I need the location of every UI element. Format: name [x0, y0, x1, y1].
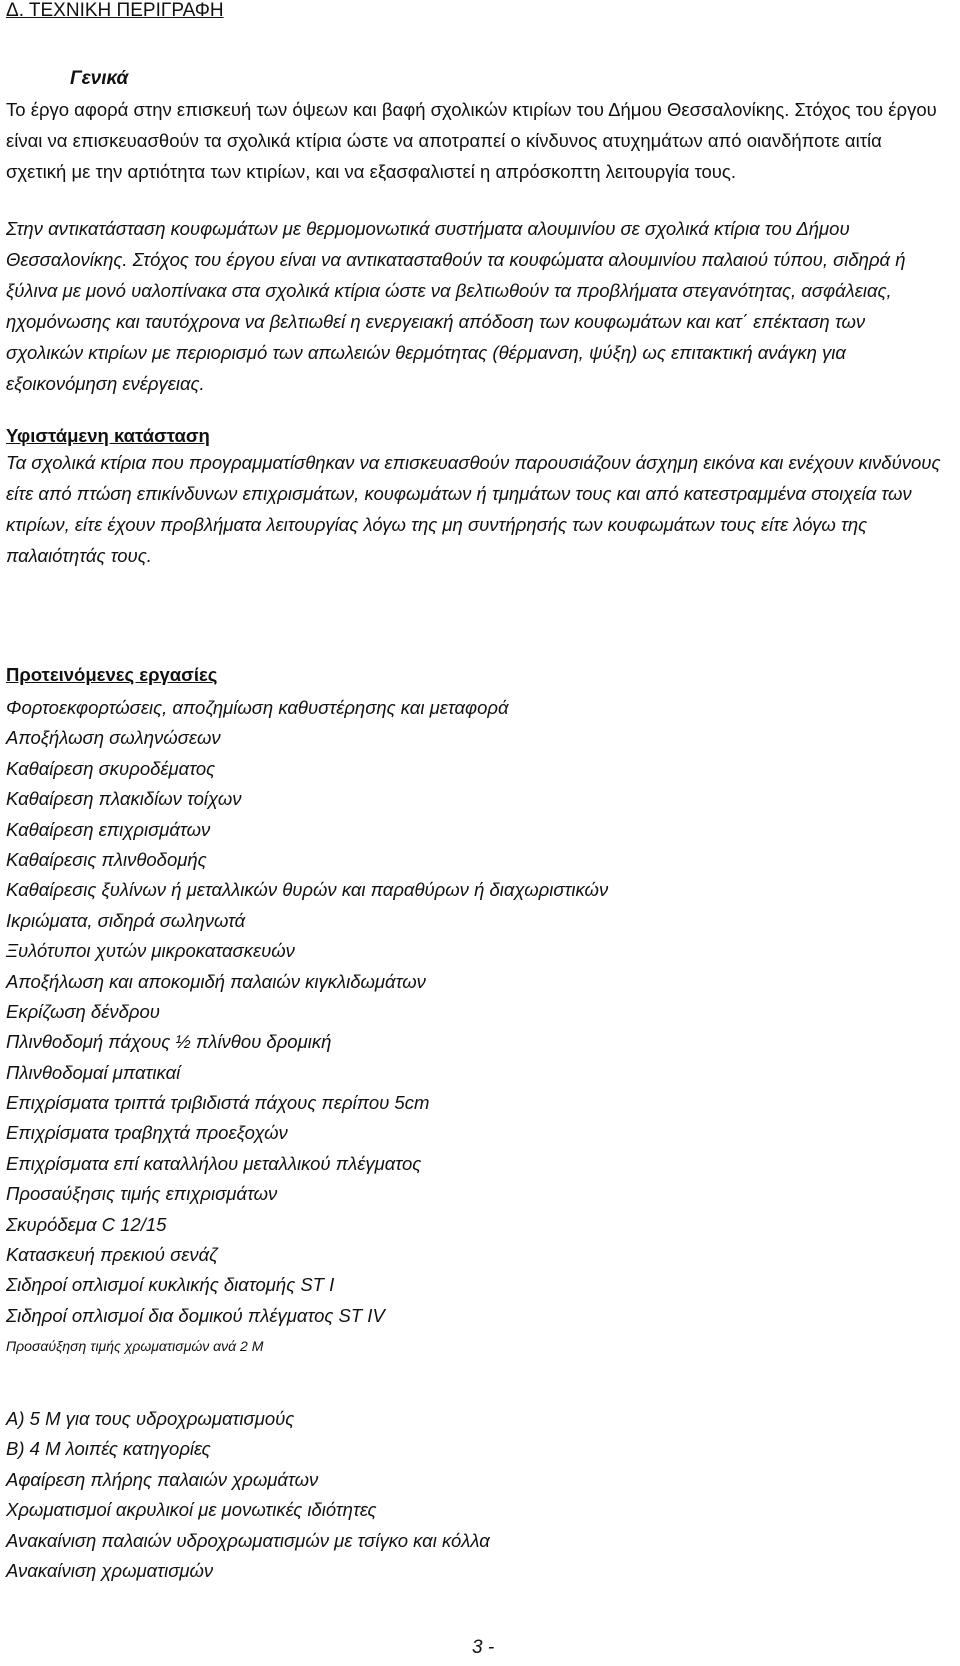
- painting-items-list: [6, 1404, 490, 1586]
- list-item: Αφαίρεση πλήρης παλαιών χρωμάτων: [6, 1468, 319, 1490]
- section-title: Δ. ΤΕΧΝΙΚΗ ΠΕΡΙΓΡΑΦΗ: [6, 0, 224, 21]
- list-item: Επιχρίσματα τραβηχτά προεξοχών: [6, 1122, 288, 1144]
- list-item: Επιχρίσματα επί καταλλήλου μεταλλικού πλέγματος: [6, 1152, 422, 1174]
- list-item: Σιδηροί οπλισμοί δια δομικού πλέγματος ST IV: [6, 1304, 385, 1326]
- list-item: Αποξήλωση σωληνώσεων: [6, 727, 221, 749]
- list-item: Καθαίρεση επιχρισμάτων: [6, 818, 211, 840]
- list-item: Καθαίρεση πλακιδίων τοίχων: [6, 788, 242, 810]
- list-item: Φορτοεκφορτώσεις, αποζημίωση καθυστέρησης και μεταφορά: [6, 697, 509, 718]
- list-item: Πλινθοδομαί μπατικαί: [6, 1061, 181, 1083]
- list-item: Ανακαίνιση παλαιών υδροχρωματισμών με τσίγκο και κόλλα: [6, 1529, 490, 1551]
- list-item: Κατασκευή πρεκιού σενάζ: [6, 1244, 218, 1266]
- list-item: Επιχρίσματα τριπτά τριβιδιστά πάχους περίπου 5cm: [6, 1092, 430, 1114]
- list-item: Ξυλότυποι χυτών μικροκατασκευών: [6, 940, 295, 962]
- proposed-works-heading: Προτεινόμενες εργασίες: [6, 664, 218, 685]
- general-paragraph: Το έργο αφορά στην επισκευή των όψεων και βαφή σχολικών κτιρίων του Δήμου Θεσσαλονίκης. Στόχος του έργου είναι να επισκευασθούν τα σχολικά κτίρια ώστε να αποτραπεί ο κίνδυνος ατυχημάτων από οιανδήποτε αιτία σχετική με την αρτιότητα των κτιρίων, και να εξασφαλιστεί η απρόσκοπτη λειτουργία τους.: [6, 99, 937, 182]
- list-item: Εκρίζωση δένδρου: [6, 1000, 160, 1022]
- list-item: Α) 5 Μ για τους υδροχρωματισμούς: [6, 1408, 295, 1429]
- list-item: Καθαίρεση σκυροδέματος: [6, 757, 216, 779]
- list-item: Χρωματισμοί ακρυλικοί με μονωτικές ιδιότητες: [6, 1499, 377, 1521]
- existing-state-heading: Υφιστάμενη κατάσταση: [6, 425, 210, 446]
- list-item: Σιδηροί οπλισμοί κυκλικής διατομής ST I: [6, 1274, 335, 1296]
- list-item: Β) 4 Μ λοιπές κατηγορίες: [6, 1438, 211, 1460]
- list-item: Ανακαίνιση χρωματισμών: [6, 1559, 214, 1581]
- proposed-works-list: [6, 693, 608, 1362]
- list-item: Αποξήλωση και αποκομιδή παλαιών κιγκλιδωμάτων: [6, 970, 426, 992]
- list-item: Ικριώματα, σιδηρά σωληνωτά: [6, 909, 246, 931]
- list-item: Πλινθοδομή πάχους ½ πλίνθου δρομική: [6, 1031, 332, 1053]
- page-number: 3 -: [472, 1637, 495, 1658]
- existing-state-paragraph: Τα σχολικά κτίρια που προγραμματίσθηκαν να επισκευασθούν παρουσιάζουν άσχημη εικόνα και ενέχουν κινδύνους είτε από πτώση επικίνδυνων επιχρισμάτων, κουφωμάτων ή τμημάτων τους και από κατεστραμμένα στοιχεία των κτιρίων, είτε έχουν προβλήματα λειτουργίας λόγω της μη συντήρησής των κουφωμάτων τους είτε λόγω της παλαιότητάς τους.: [6, 452, 941, 566]
- list-item: Καθαίρεσις πλινθοδομής: [6, 848, 207, 870]
- list-item: Σκυρόδεμα C 12/15: [6, 1213, 167, 1235]
- list-item: Καθαίρεσις ξυλίνων ή μεταλλικών θυρών και παραθύρων ή διαχωριστικών: [6, 879, 609, 901]
- general-heading: Γενικά: [70, 68, 129, 89]
- small-note: Προσαύξηση τιμής χρωματισμών ανά 2 Μ: [6, 1338, 264, 1355]
- list-item: Προσαύξησις τιμής επιχρισμάτων: [6, 1183, 278, 1205]
- frames-paragraph: Στην αντικατάσταση κουφωμάτων με θερμομονωτικά συστήματα αλουμινίου σε σχολικά κτίρια του Δήμου Θεσσαλονίκης. Στόχος του έργου είναι να αντικατασταθούν τα κουφώματα αλουμινίου παλαιού τύπου, σιδηρά ή ξύλινα με μονό υαλοπίνακα στα σχολικά κτίρια ώστε να βελτιωθούν τα προβλήματα στεγανότητας, ασφάλειας, ηχομόνωσης και ταυτόχρονα να βελτιωθεί η ενεργειακή απόδοση των κουφωμάτων και κατ΄ επέκταση των σχολικών κτιρίων με περιορισμό των απωλειών θερμότητας (θέρμανση, ψύξη) ως επιτακτική ανάγκη για εξοικονόμηση ενέργειας.: [6, 218, 906, 394]
